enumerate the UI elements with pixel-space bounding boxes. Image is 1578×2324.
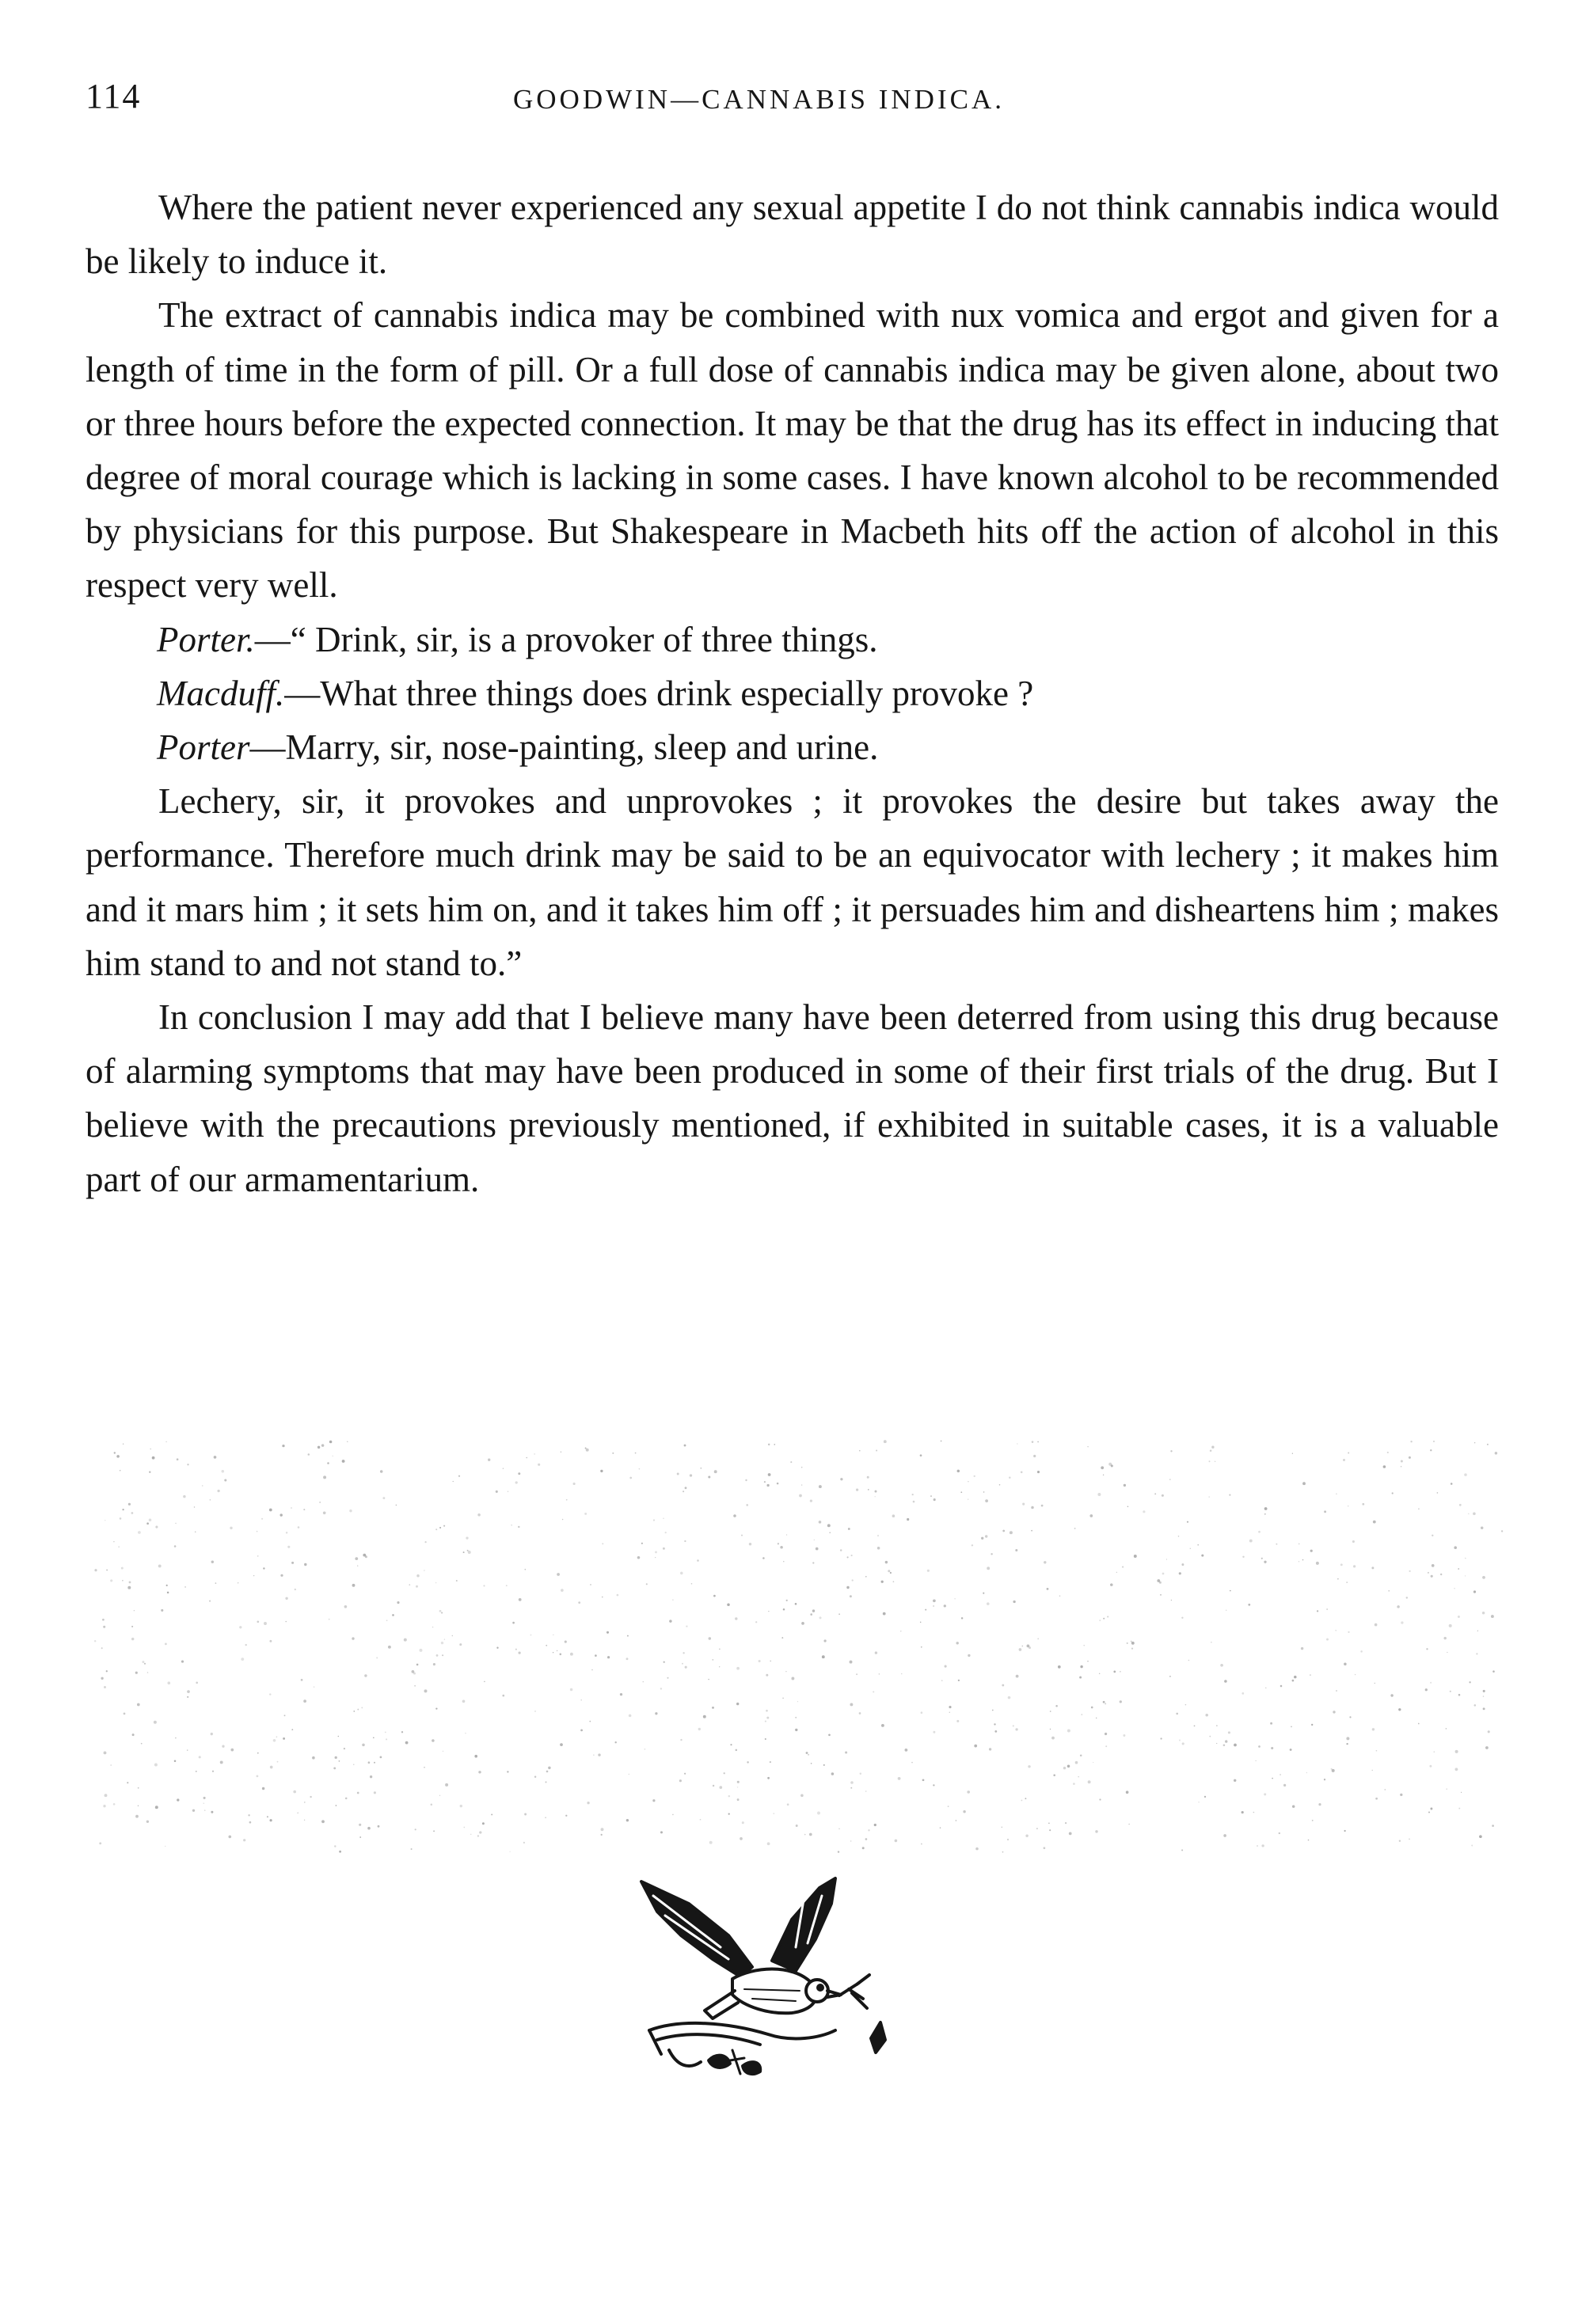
quotation-text: —Marry, sir, nose-painting, sleep and urine. — [249, 727, 879, 768]
quotation-text: —What three things does drink especially provoke ? — [284, 673, 1034, 713]
quotation-continuation: Lechery, sir, it provokes and unprovokes ; it provokes the desire but takes away the performance. Therefore much drink may be said to be an equivocator with lechery ; it makes him and it mars him ; it sets him on, and it takes him off ; it persuades him and disheartens him ; makes him stand to and not stand to.” — [86, 781, 1499, 983]
speaker-name: Porter. — [157, 619, 255, 659]
paragraph: The extract of cannabis indica may be combined with nux vomica and ergot and given for a length of time in the form of pill. Or a full dose of cannabis indica may be given alone, about two or three hours before the expected connection. It may be that the drug has its effect in inducing that degree of moral courage which is lacking in some cases. I have known alcohol to be recommended by physicians for this purpose. But Shakespeare in Macbeth hits off the action of alcohol in this respect very well. — [86, 295, 1499, 606]
conclusion-paragraph: In conclusion I may add that I believe many have been deterred from using this drug because of alarming symptoms that may have been produced in some of their first trials of the drug. But I believe with the precautions previously mentioned, if exhibited in suitable cases, it is a valuable part of our armamentarium. — [86, 997, 1499, 1199]
quotation-line — [86, 613, 1499, 666]
bird-with-branch-icon — [633, 1872, 895, 2086]
page-number: 114 — [86, 77, 142, 116]
quotation-text: —“ Drink, sir, is a provoker of three things. — [254, 619, 878, 659]
speaker-name: Porter — [157, 727, 250, 768]
paragraph: Where the patient never experienced any sexual appetite I do not think cannabis indica would be likely to induce it. — [86, 188, 1499, 282]
quotation-line — [86, 720, 1499, 774]
quotation-line — [86, 666, 1499, 720]
article-body — [86, 180, 1499, 1206]
running-head: GOODWIN—CANNABIS INDICA. — [513, 84, 1005, 115]
speaker-name: Macduff. — [157, 673, 285, 713]
page-header — [86, 76, 1511, 123]
